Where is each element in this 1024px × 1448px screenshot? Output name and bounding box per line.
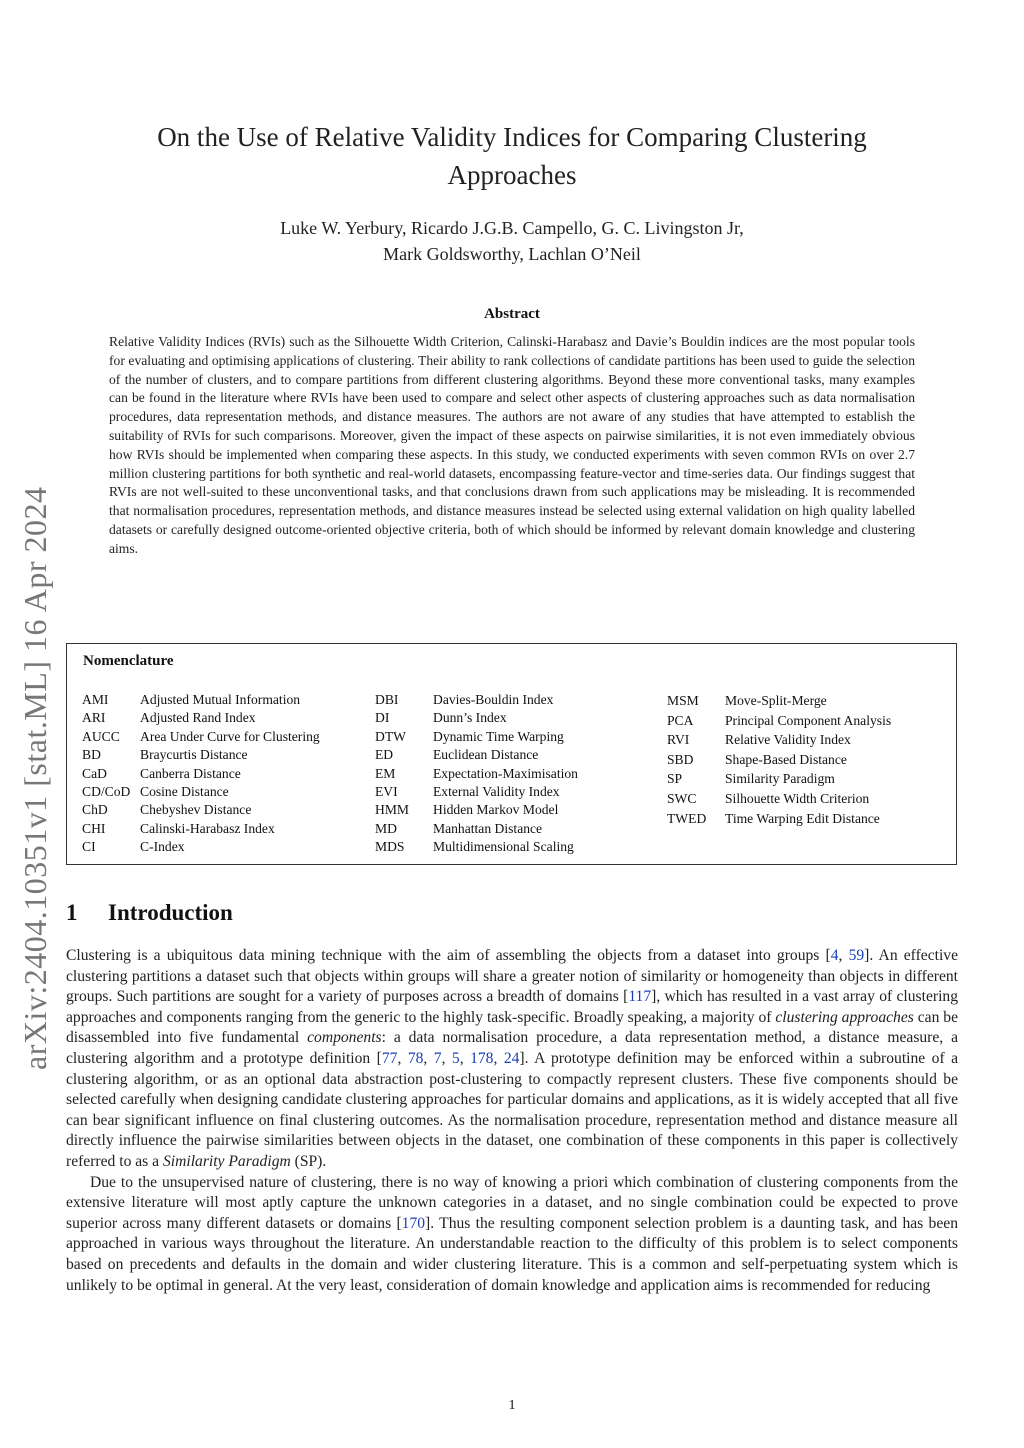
nomenclature-entry: [82, 838, 320, 856]
nomenclature-entry: [375, 728, 578, 746]
nomenclature-entry: [375, 691, 578, 709]
nomenclature-entry: [375, 801, 578, 819]
nomenclature-definition: Adjusted Rand Index: [140, 710, 256, 726]
nomenclature-abbr: ChD: [82, 802, 108, 818]
nomenclature-abbr: AUCC: [82, 728, 120, 744]
nomenclature-abbr: TWED: [667, 810, 707, 826]
nomenclature-definition: Calinski-Harabasz Index: [140, 820, 275, 836]
nomenclature-abbr: CI: [82, 839, 96, 855]
nomenclature-column-3: [667, 691, 891, 828]
nomenclature-abbr: SBD: [667, 751, 694, 767]
nomenclature-abbr: ARI: [82, 710, 106, 726]
authors-line-1: Luke W. Yerbury, Ricardo J.G.B. Campello, G. C. Livingston Jr,: [280, 218, 744, 238]
paragraph-2: Due to the unsupervised nature of clustering, there is no way of knowing a priori which combination of clustering components from the extensive literature will most aptly capture the unknown categories in a dataset, and no single combination could be expected to prove superior across many different datasets or domains [170]. Thus the resulting component selection problem is a daunting task, and has been approached in various ways throughout the literature. An understandable reaction to the difficulty of this problem is to select components based on precedents and defaults in the domain and wider clustering literature. This is a common and self-perpetuating system which is unlikely to be optimal in general. At the very least, consideration of domain knowledge and application aims is recommended for reducing: [66, 1173, 958, 1294]
nomenclature-definition: Area Under Curve for Clustering: [140, 728, 320, 744]
nomenclature-entry: [375, 820, 578, 838]
nomenclature-entry: [82, 691, 320, 709]
nomenclature-definition: Manhattan Distance: [433, 820, 543, 836]
nomenclature-definition: Silhouette Width Criterion: [725, 790, 870, 806]
nomenclature-abbr: CHI: [82, 820, 106, 836]
nomenclature-definition: Dynamic Time Warping: [433, 728, 564, 744]
citation-link[interactable]: 59: [848, 947, 865, 964]
nomenclature-definition: Move-Split-Merge: [725, 693, 827, 708]
nomenclature-abbr: ED: [375, 747, 394, 763]
nomenclature-definition: Adjusted Mutual Information: [140, 692, 301, 707]
nomenclature-entry: [667, 750, 891, 770]
nomenclature-abbr: AMI: [82, 692, 109, 707]
nomenclature-definition: External Validity Index: [433, 783, 560, 799]
page-number: 1: [508, 1398, 516, 1413]
nomenclature-entry: [82, 746, 320, 764]
nomenclature-definition: Time Warping Edit Distance: [725, 810, 880, 826]
citation-link[interactable]: 170: [401, 1214, 426, 1232]
nomenclature-entry: [82, 783, 320, 801]
introduction-body: [66, 946, 958, 1296]
citation-link[interactable]: 117: [628, 988, 652, 1006]
arxiv-identifier: arXiv:2404.10351v1 [stat.ML] 16 Apr 2024: [17, 486, 53, 1070]
nomenclature-entry: [82, 820, 320, 838]
title-line-2: Approaches: [447, 160, 577, 190]
paragraph-1: Clustering is a ubiquitous data mining technique with the aim of assembling the objects from a dataset into groups [4, 59]. An effective clustering partitions a dataset such that objects within groups will share a greater notion of similarity or homogeneity than objects in different groups. Such partitions are sought for a variety of purposes across a breadth of domains [117], which has resulted in a vast array of clustering approaches and components ranging from the generic to the highly task-specific. Broadly speaking, a majority of clustering approaches can be disassembled into five fundamental components: a data normalisation procedure, a data representation method, a distance measure, a clustering algorithm and a prototype definition [77, 78, 7, 5, 178, 24]. A prototype definition may be enforced within a subroutine of a clustering algorithm, or as an optional data abstraction post-clustering to compactly represent clusters. These five components should be selected carefully when designing candidate clustering approaches for particular domains and applications, as it is widely accepted that all five can bear significant influence on final clustering outcomes. As the normalisation procedure, representation method and distance measure all directly influence the pairwise similarities between objects in the dataset, one combination of these components in this paper is collectively referred to as a Similarity Paradigm (SP).: [66, 947, 959, 1170]
paper-title: [100, 118, 924, 194]
citation-link[interactable]: 178: [470, 1049, 494, 1067]
nomenclature-definition: Canberra Distance: [140, 765, 241, 781]
emphasis: Similarity Paradigm: [162, 1152, 291, 1170]
nomenclature-entry: [82, 765, 320, 783]
nomenclature-definition: Similarity Paradigm: [725, 771, 835, 787]
nomenclature-definition: C-Index: [140, 839, 185, 855]
nomenclature-abbr: DTW: [375, 728, 406, 744]
section-number: 1: [66, 900, 78, 925]
citation-link[interactable]: 5: [451, 1049, 460, 1067]
author-list: [100, 215, 924, 267]
title-line-1: On the Use of Relative Validity Indices for Comparing Clustering: [157, 122, 867, 152]
nomenclature-entry: [375, 746, 578, 764]
nomenclature-definition: Hidden Markov Model: [433, 802, 559, 818]
nomenclature-abbr: EM: [375, 765, 396, 781]
nomenclature-abbr: DBI: [375, 692, 399, 707]
citation-link[interactable]: 4: [830, 947, 839, 964]
abstract-body: Relative Validity Indices (RVIs) such as the Silhouette Width Criterion, Calinski-Harabasz and Davie’s Bouldin indices are the most popular tools for evaluating and optimising applications of clustering. Their ability to rank collections of candidate partitions has been used to guide the selection of the number of clusters, and to compare partitions from different clustering algorithms. Beyond these more conventional tasks, many examples can be found in the literature where RVIs have been used to compare and select other aspects of clustering approaches such as data normalisation procedures, data representation methods, and distance measures. The authors are not aware of any studies that have attempted to establish the suitability of RVIs for such comparisons. Moreover, given the impact of these aspects on pairwise similarities, it is not even immediately obvious how RVIs should be implemented when comparing these aspects. In this study, we conducted experiments with seven common RVIs on over 2.7 million clustering partitions for both synthetic and real-world datasets, encompassing feature-vector and time-series data. Our findings suggest that RVIs are not well-suited to these unconventional tasks, and that conclusions drawn from such applications may be misleading. It is recommended that normalisation procedures, representation methods, and distance measures instead be selected using external validation on high quality labelled datasets or carefully designed outcome-oriented objective criteria, both of which should be informed by relevant domain knowledge and clustering aims.: [109, 334, 915, 556]
nomenclature-entry: [667, 711, 891, 731]
nomenclature-entry: [667, 691, 891, 711]
nomenclature-definition: Shape-Based Distance: [725, 751, 847, 767]
nomenclature-entry: [667, 789, 891, 809]
nomenclature-definition: Dunn’s Index: [433, 710, 507, 726]
emphasis: clustering approaches: [775, 1008, 914, 1026]
nomenclature-entry: [667, 809, 891, 829]
nomenclature-entry: [82, 801, 320, 819]
nomenclature-definition: Euclidean Distance: [433, 747, 539, 763]
nomenclature-abbr: HMM: [375, 802, 409, 818]
section-heading-introduction: [66, 900, 233, 926]
authors-line-2: Mark Goldsworthy, Lachlan O’Neil: [383, 244, 641, 264]
emphasis: components: [307, 1029, 382, 1047]
nomenclature-entry: [375, 838, 578, 856]
citation-link[interactable]: 7: [433, 1049, 442, 1067]
nomenclature-abbr: BD: [82, 747, 101, 763]
nomenclature-abbr: MD: [375, 820, 397, 836]
nomenclature-abbr: CD/CoD: [82, 783, 131, 799]
nomenclature-entry: [82, 728, 320, 746]
nomenclature-abbr: SWC: [667, 790, 697, 806]
abstract-heading: Abstract: [484, 306, 540, 322]
nomenclature-definition: Cosine Distance: [140, 783, 229, 799]
nomenclature-entry: [375, 709, 578, 727]
nomenclature-entry: [375, 765, 578, 783]
nomenclature-entry: [667, 769, 891, 789]
nomenclature-definition: Multidimensional Scaling: [433, 839, 574, 855]
nomenclature-definition: Principal Component Analysis: [725, 712, 892, 728]
nomenclature-column-1: [82, 691, 320, 857]
nomenclature-abbr: PCA: [667, 712, 694, 728]
nomenclature-definition: Relative Validity Index: [725, 732, 851, 748]
nomenclature-column-2: [375, 691, 578, 857]
nomenclature-abbr: CaD: [82, 765, 107, 781]
nomenclature-abbr: MSM: [667, 693, 699, 708]
nomenclature-definition: Braycurtis Distance: [140, 747, 248, 763]
nomenclature-entry: [667, 730, 891, 750]
nomenclature-definition: Chebyshev Distance: [140, 802, 252, 818]
nomenclature-entry: [82, 709, 320, 727]
nomenclature-box: [66, 643, 957, 865]
citation-link[interactable]: 78: [407, 1049, 424, 1067]
nomenclature-abbr: SP: [667, 771, 683, 787]
nomenclature-abbr: EVI: [375, 783, 398, 799]
nomenclature-abbr: RVI: [667, 732, 690, 748]
nomenclature-abbr: MDS: [375, 839, 405, 855]
nomenclature-abbr: DI: [375, 710, 390, 726]
citation-link[interactable]: 24: [503, 1049, 520, 1067]
nomenclature-title: Nomenclature: [83, 653, 174, 669]
nomenclature-definition: Expectation-Maximisation: [433, 765, 578, 781]
citation-link[interactable]: 77: [381, 1049, 398, 1067]
nomenclature-definition: Davies-Bouldin Index: [433, 692, 554, 707]
section-title: Introduction: [108, 900, 233, 925]
nomenclature-entry: [375, 783, 578, 801]
